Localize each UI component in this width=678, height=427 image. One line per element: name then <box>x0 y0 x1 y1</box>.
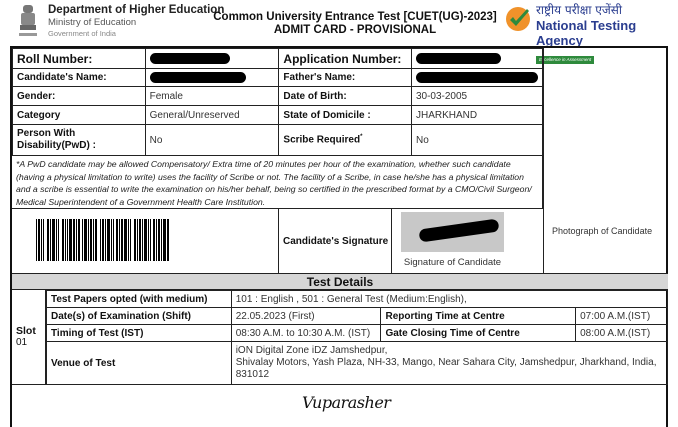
venue-line-2: Shivalay Motors, Yash Plaza, NH-33, Mango, Near Sahara City, Jamshedpur, Jharkhand, India, <box>235 357 657 368</box>
domicile-value: JHARKHAND <box>411 106 542 125</box>
scribe-value: No <box>411 125 542 156</box>
reporting-time-label: Reporting Time at Centre <box>381 308 576 325</box>
pwd-note: *A PwD candidate may be allowed Compensatory/ Extra time of 20 minutes per hour of the examination, whether such candidate (having a physical limitation to write) uses the facility of Scribe or not. The facility of a Scribe, in case he/she has a physical limitation and a scribe is essential to write the examination on his/her behalf, being so certified in the prescribed format by a CMO/Civil Surgeon/ Medical Superintendent of a Government Health Care Institution. <box>12 155 543 209</box>
signature-image <box>401 212 504 252</box>
nta-hindi-name: राष्ट्रीय परीक्षा एजेंसी <box>536 3 623 17</box>
scribe-label <box>279 125 412 156</box>
signature-caption: Signature of Candidate <box>403 257 502 268</box>
photo-caption: Photograph of Candidate <box>552 226 653 236</box>
slot-label: Slot <box>16 325 36 337</box>
candidate-signature-label: Candidate's Signature <box>279 209 392 273</box>
gender-label: Gender: <box>13 87 146 106</box>
authority-signature: Vuparasher <box>302 393 391 412</box>
candidate-info-table <box>12 48 543 156</box>
slot-number: 01 <box>16 337 28 348</box>
reporting-time-value: 07:00 A.M.(IST) <box>576 308 668 325</box>
admit-card-body <box>10 46 668 427</box>
table-row <box>47 308 668 325</box>
gate-closing-value: 08:00 A.M.(IST) <box>576 325 668 342</box>
nta-tagline: Excellence in Assessment <box>536 56 594 64</box>
table-row <box>13 87 543 106</box>
roll-number-value <box>145 49 279 69</box>
exam-date-value: 22.05.2023 (First) <box>231 308 381 325</box>
ministry-name: Ministry of Education <box>48 17 137 28</box>
gate-closing-label: Gate Closing Time of Centre <box>381 325 576 342</box>
venue-label: Venue of Test <box>47 342 232 385</box>
venue-line-3: 831012 <box>235 369 270 380</box>
application-number-value <box>411 49 542 69</box>
document-title <box>210 11 500 37</box>
nta-english-name: National Testing Agency <box>536 18 637 48</box>
test-timing-label: Timing of Test (IST) <box>47 325 232 342</box>
father-name-value <box>411 69 542 87</box>
authority-signature-area <box>12 384 668 427</box>
table-row <box>13 69 543 87</box>
father-name-label: Father's Name: <box>279 69 412 87</box>
dob-label: Date of Birth: <box>279 87 412 106</box>
venue-value <box>231 342 667 385</box>
candidate-signature-box <box>392 209 543 273</box>
test-papers-value: 101 : English , 501 : General Test (Medium:English), <box>231 291 667 308</box>
table-row <box>13 125 543 156</box>
application-number-label: Application Number: <box>279 49 412 69</box>
candidate-photo-box <box>543 48 668 273</box>
scribe-label-text: Scribe Required <box>283 134 361 146</box>
exam-title: Common University Entrance Test [CUET(UG)-2023] <box>213 11 497 23</box>
candidate-name-value <box>145 69 279 87</box>
roll-number-label: Roll Number: <box>13 49 146 69</box>
barcode-cell <box>12 209 279 273</box>
exam-date-label: Date(s) of Examination (Shift) <box>47 308 232 325</box>
redacted-candidate-name <box>150 72 246 83</box>
category-label: Category <box>13 106 146 125</box>
redacted-signature <box>418 218 499 242</box>
redacted-application-number <box>416 53 501 64</box>
redacted-father-name <box>416 72 538 83</box>
table-row <box>47 342 668 385</box>
candidate-name-label: Candidate's Name: <box>13 69 146 87</box>
table-row <box>13 49 543 69</box>
test-details-heading: Test Details <box>12 273 668 290</box>
slot-cell <box>12 290 46 384</box>
redacted-roll-number <box>150 53 230 64</box>
national-emblem-icon <box>17 3 39 41</box>
pwd-label: Person With Disability(PwD) : <box>13 125 146 156</box>
test-papers-label: Test Papers opted (with medium) <box>47 291 232 308</box>
barcode-icon <box>36 219 196 261</box>
table-row <box>47 291 668 308</box>
gender-value: Female <box>145 87 279 106</box>
venue-line-1: iON Digital Zone iDZ Jamshedpur, <box>235 345 388 356</box>
table-row <box>13 106 543 125</box>
department-name: Department of Higher Education <box>48 4 225 16</box>
government-name: Government of India <box>48 29 116 38</box>
pwd-value: No <box>145 125 279 156</box>
department-block <box>48 3 224 39</box>
admit-card-subtitle: ADMIT CARD - PROVISIONAL <box>273 24 437 36</box>
scribe-footnote-mark: * <box>360 134 363 141</box>
table-row <box>47 325 668 342</box>
domicile-label: State of Domicile : <box>279 106 412 125</box>
category-value: General/Unreserved <box>145 106 279 125</box>
test-details-table <box>46 290 668 385</box>
nta-checkmark-logo-icon <box>505 6 531 32</box>
dob-value: 30-03-2005 <box>411 87 542 106</box>
test-timing-value: 08:30 A.M. to 10:30 A.M. (IST) <box>231 325 381 342</box>
